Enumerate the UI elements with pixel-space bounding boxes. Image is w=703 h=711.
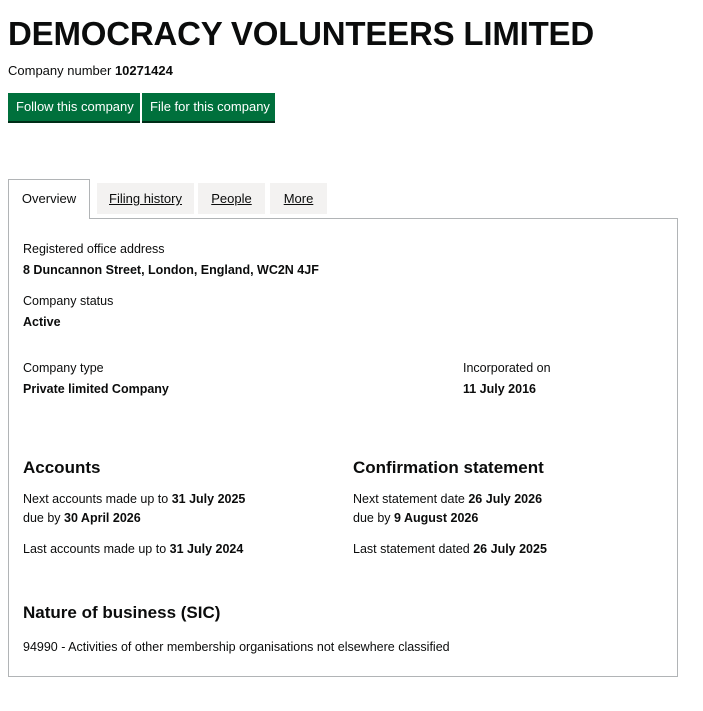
accounts-heading: Accounts: [23, 458, 101, 477]
confirmation-due-prefix: due by: [353, 511, 391, 525]
confirmation-due-date: 9 August 2026: [394, 511, 479, 525]
tab-more-label: More: [283, 191, 314, 206]
file-for-company-button[interactable]: File for this company: [142, 93, 275, 121]
tab-more[interactable]: [270, 183, 327, 214]
overview-panel: [8, 218, 678, 677]
nature-of-business-heading: Nature of business (SIC): [23, 603, 221, 622]
address-label: Registered office address: [23, 242, 165, 256]
confirmation-next-prefix: Next statement date: [353, 492, 465, 506]
confirmation-last-date: 26 July 2025: [473, 542, 547, 556]
accounts-next: [23, 491, 245, 507]
tab-overview[interactable]: [8, 179, 90, 219]
company-name: DEMOCRACY VOLUNTEERS LIMITED: [8, 15, 594, 52]
accounts-last-prefix: Last accounts made up to: [23, 542, 167, 556]
accounts-due: [23, 510, 141, 526]
follow-company-button[interactable]: Follow this company: [8, 93, 140, 121]
confirmation-heading: Confirmation statement: [353, 458, 544, 477]
confirmation-last-prefix: Last statement dated: [353, 542, 470, 556]
tab-overview-label: Overview: [21, 191, 77, 206]
tab-filing-history[interactable]: [97, 183, 194, 214]
company-number-label: Company number: [8, 63, 112, 78]
accounts-next-prefix: Next accounts made up to: [23, 492, 169, 506]
incorporated-label: Incorporated on: [463, 361, 551, 375]
company-number: [8, 63, 173, 79]
company-number-value: 10271424: [114, 63, 173, 78]
tab-people-label: People: [211, 191, 252, 206]
tab-people[interactable]: [198, 183, 265, 214]
accounts-last: [23, 541, 243, 557]
company-type-value: Private limited Company: [23, 382, 169, 396]
accounts-due-date: 30 April 2026: [64, 511, 141, 525]
company-type-label: Company type: [23, 361, 104, 375]
tab-filing-history-label: Filing history: [109, 191, 182, 206]
accounts-due-prefix: due by: [23, 511, 61, 525]
address-value: 8 Duncannon Street, London, England, WC2N 4JF: [23, 263, 319, 277]
confirmation-next-date: 26 July 2026: [468, 492, 543, 506]
confirmation-next: [353, 491, 542, 507]
confirmation-due: [353, 510, 478, 526]
sic-code: 94990 - Activities of other membership organisations not elsewhere classified: [23, 640, 450, 654]
accounts-next-date: 31 July 2025: [171, 492, 246, 506]
status-label: Company status: [23, 294, 114, 308]
confirmation-last: [353, 541, 547, 557]
accounts-last-date: 31 July 2024: [169, 542, 244, 556]
incorporated-value: 11 July 2016: [463, 382, 536, 396]
status-value: Active: [23, 315, 61, 329]
